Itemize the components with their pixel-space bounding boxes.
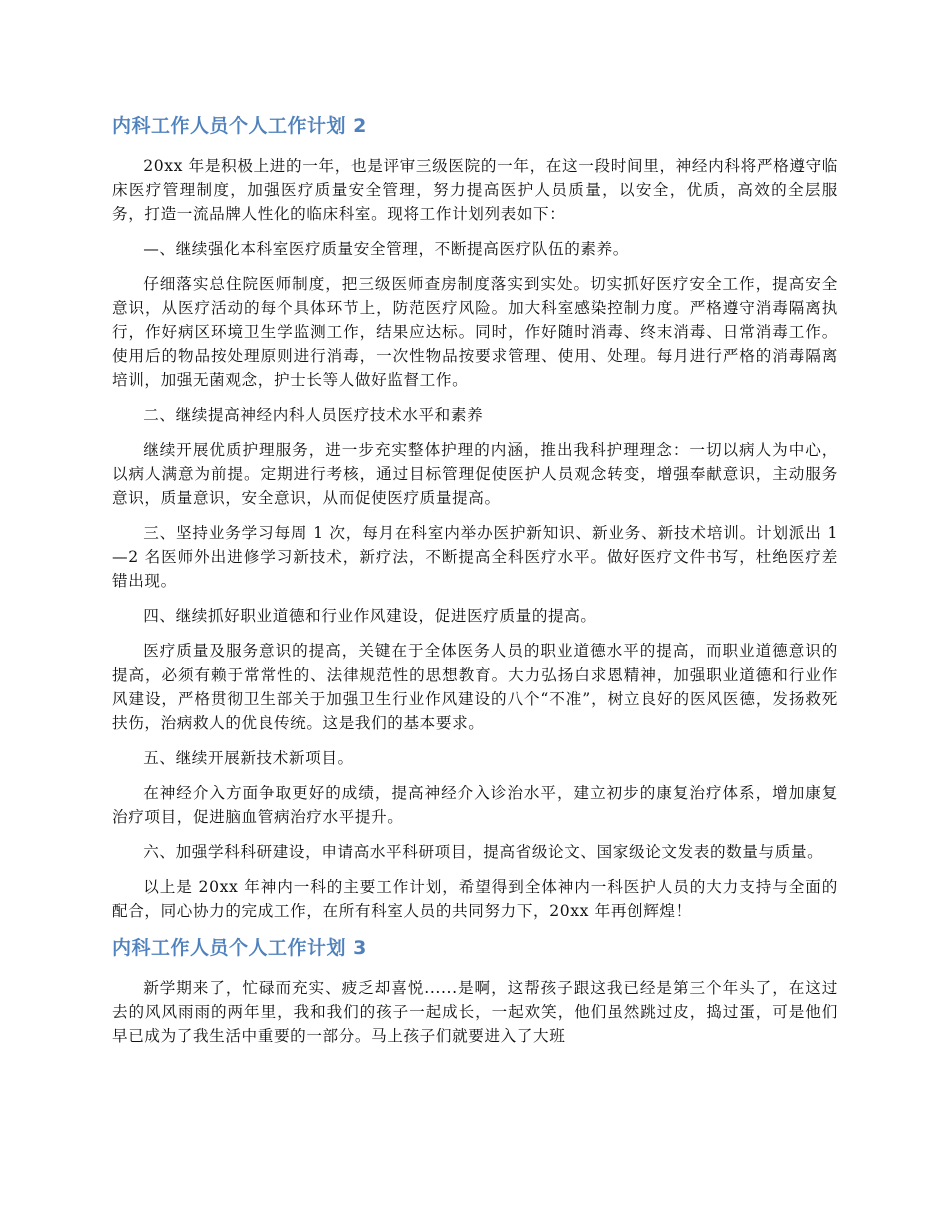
- paragraph-intro: 20xx 年是积极上进的一年，也是评审三级医院的一年，在这一段时间里，神经内科将严格遵守临床医疗管理制度，加强医疗质量安全管理，努力提高医护人员质量，以安全，优质，高效的全层服务，打造一流品牌人性化的临床科室。现将工作计划列表如下：: [112, 157, 838, 223]
- paragraph-item-5-title: 五、继续开展新技术新项目。: [143, 749, 354, 767]
- paragraph-item-3: 三、坚持业务学习每周 1 次，每月在科室内举办医护新知识、新业务、新技术培训。计划派出 1—2 名医师外出进修学习新技术，新疗法，不断提高全科医疗水平。做好医疗文件书写，杜绝医疗差错出现。: [112, 524, 838, 590]
- paragraph-item-2-body: 继续开展优质护理服务，进一步充实整体护理的内涵，推出我科护理理念：一切以病人为中心，以病人满意为前提。定期进行考核，通过目标管理促使医护人员观念转变，增强奉献意识，主动服务意识，质量意识，安全意识，从而促使医疗质量提高。: [112, 441, 838, 507]
- section-heading-plan-2: 内科工作人员个人工作计划 2: [112, 115, 367, 137]
- paragraph-item-4-title: 四、继续抓好职业道德和行业作风建设，促进医疗质量的提高。: [143, 607, 597, 625]
- paragraph-item-2-title: 二、继续提高神经内科人员医疗技术水平和素养: [143, 406, 484, 424]
- paragraph-plan-3-intro: 新学期来了，忙碌而充实、疲乏却喜悦......是啊，这帮孩子跟这我已经是第三个年头了，在这过去的风风雨雨的两年里，我和我们的孩子一起成长，一起欢笑，他们虽然跳过皮，捣过蛋，可是他们早已成为了我生活中重要的一部分。马上孩子们就要进入了大班: [112, 979, 838, 1045]
- paragraph-item-5-body: 在神经介入方面争取更好的成绩，提高神经介入诊治水平，建立初步的康复治疗体系，增加康复治疗项目，促进脑血管病治疗水平提升。: [112, 784, 838, 826]
- paragraph-item-1-title: —、继续强化本科室医疗质量安全管理，不断提高医疗队伍的素养。: [143, 240, 630, 258]
- paragraph-conclusion: 以上是 20xx 年神内一科的主要工作计划，希望得到全体神内一科医护人员的大力支持与全面的配合，同心协力的完成工作，在所有科室人员的共同努力下，20xx 年再创辉煌！: [112, 878, 838, 920]
- section-heading-plan-3: 内科工作人员个人工作计划 3: [112, 937, 367, 959]
- paragraph-item-1-body: 仔细落实总住院医师制度，把三级医师查房制度落实到实处。切实抓好医疗安全工作，提高安全意识，从医疗活动的每个具体环节上，防范医疗风险。加大科室感染控制力度。严格遵守消毒隔离执行，作好病区环境卫生学监测工作，结果应达标。同时，作好随时消毒、终末消毒、日常消毒工作。使用后的物品按处理原则进行消毒，一次性物品按要求管理、使用、处理。每月进行严格的消毒隔离培训，加强无菌观念，护士长等人做好监督工作。: [112, 275, 838, 389]
- paragraph-item-4-body: 医疗质量及服务意识的提高，关键在于全体医务人员的职业道德水平的提高，而职业道德意识的提高，必须有赖于常常性的、法律规范性的思想教育。大力弘扬白求恩精神，加强职业道德和行业作风建设，严格贯彻卫生部关于加强卫生行业作风建设的八个“不准”，树立良好的医风医德，发扬救死扶伤，治病救人的优良传统。这是我们的基本要求。: [112, 642, 838, 732]
- paragraph-item-6: 六、加强学科科研建设，申请高水平科研项目，提高省级论文、国家级论文发表的数量与质量。: [143, 843, 824, 861]
